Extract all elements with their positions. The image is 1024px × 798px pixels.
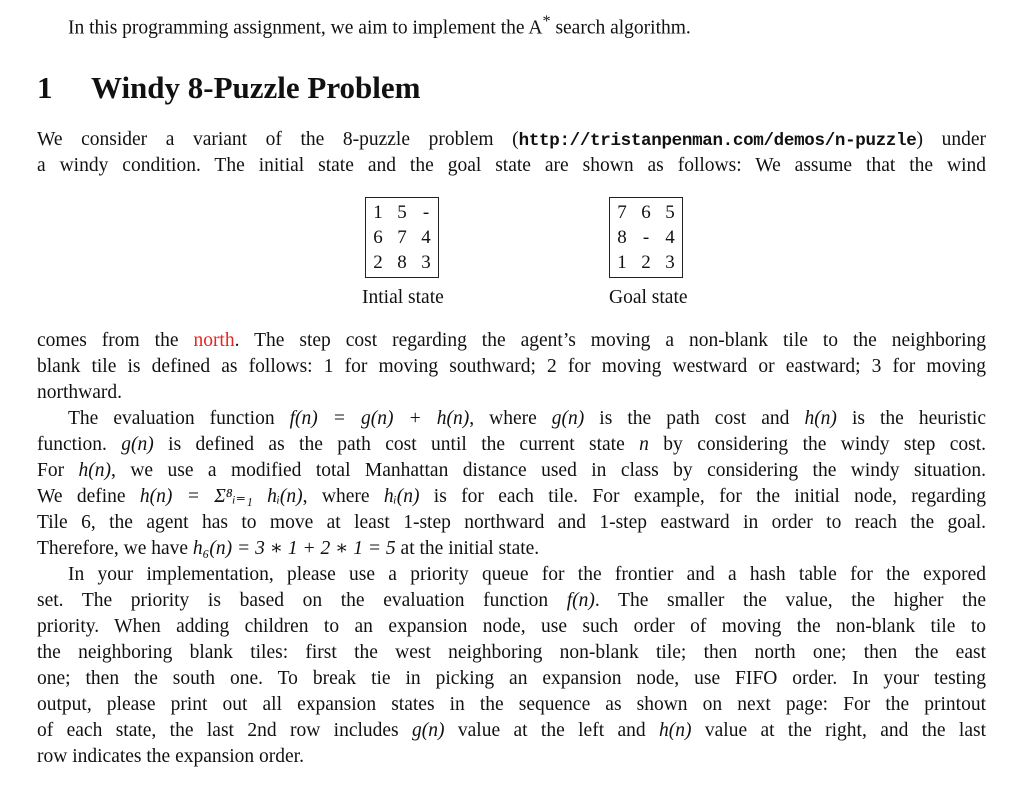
tile-3: 3 xyxy=(421,252,431,273)
para3-line5: Tile 6, the agent has to move at least 1-step northward and 1-step eastward in order to reach the goal. xyxy=(37,512,986,533)
grid-row xyxy=(610,250,683,278)
grid-row xyxy=(366,250,439,278)
intro-star: * xyxy=(542,12,551,30)
tile-7: 7 xyxy=(617,202,627,223)
tile-2: 2 xyxy=(373,252,383,273)
para4-line5: one; then the south one. To break tie in picking an expansion node, use FIFO order. In your testing xyxy=(37,668,986,689)
para4-line7: of each state, the last 2nd row includes g(n) value at the left and h(n) value at the right, and the last xyxy=(37,720,986,741)
para3-line3: For h(n), we use a modified total Manhattan distance used in class by considering the windy situation. xyxy=(37,460,986,481)
blank-tile: - xyxy=(642,227,650,248)
tile-2: 2 xyxy=(641,252,651,273)
tile-3: 3 xyxy=(665,252,675,273)
grid-row xyxy=(610,225,683,250)
tile-1: 1 xyxy=(617,252,627,273)
intro-text: In this programming assignment, we aim to implement the A xyxy=(68,17,543,39)
para4-line3: priority. When adding children to an expansion node, use such order of moving the non-blank tile to xyxy=(37,616,986,637)
tile-4: 4 xyxy=(421,227,431,248)
para3-line1: The evaluation function f(n) = g(n) + h(n), where g(n) is the path cost and h(n) is the heuristic xyxy=(68,408,986,429)
para2-line1: comes from the north. The step cost regarding the agent’s moving a non-blank tile to the neighboring xyxy=(37,330,986,351)
heuristic-sum-eq: h(n) = Σ⁸ᵢ₌₁ hᵢ(n) xyxy=(139,486,303,507)
intro-text-end: search algorithm. xyxy=(550,17,691,39)
section-heading xyxy=(37,68,421,108)
eval-function-eq: f(n) = g(n) + h(n) xyxy=(289,408,470,429)
goal-state-grid xyxy=(609,197,683,278)
tile-8: 8 xyxy=(397,252,407,273)
goal-state-caption: Goal state xyxy=(609,287,688,308)
para3-line4: We define h(n) = Σ⁸ᵢ₌₁ hᵢ(n), where hᵢ(n) is for each tile. For example, for the initial node, regarding xyxy=(37,486,986,507)
initial-state-caption: Intial state xyxy=(362,287,444,308)
tile-6: 6 xyxy=(373,227,383,248)
puzzle-url: http://tristanpenman.com/demos/n-puzzle xyxy=(518,131,917,151)
tile-1: 1 xyxy=(373,202,383,223)
para4-line2: set. The priority is based on the evaluation function f(n). The smaller the value, the higher the xyxy=(37,590,986,611)
tile-7: 7 xyxy=(397,227,407,248)
grid-row xyxy=(366,225,439,250)
tile-5: 5 xyxy=(397,202,407,223)
grid-row xyxy=(366,198,439,226)
para3-line6: Therefore, we have h₆(n) = 3 ∗ 1 + 2 ∗ 1 = 5 at the initial state. xyxy=(37,538,540,559)
section-title: Windy 8-Puzzle Problem xyxy=(91,70,421,105)
para1-line2: a windy condition. The initial state and the goal state are shown as follows: We assume that the wind xyxy=(37,155,986,176)
para4-line6: output, please print out all expansion states in the sequence as shown on next page: For the printout xyxy=(37,694,986,715)
para4-line4: the neighboring blank tiles: first the west neighboring non-blank tile; then north one; then the east xyxy=(37,642,986,663)
tile-4: 4 xyxy=(665,227,675,248)
grid-row xyxy=(610,198,683,226)
para4-line8: row indicates the expansion order. xyxy=(37,746,304,767)
tile6-heuristic-eq: h₆(n) = 3 ∗ 1 + 2 ∗ 1 = 5 xyxy=(192,538,396,559)
north-highlight: north xyxy=(193,330,235,351)
intro-line xyxy=(68,8,691,42)
initial-state-grid xyxy=(365,197,439,278)
tile-8: 8 xyxy=(617,227,627,248)
para1-line1: We consider a variant of the 8-puzzle problem (http://tristanpenman.com/demos/n-puzzle) under xyxy=(37,129,986,151)
tile-5: 5 xyxy=(665,202,675,223)
para2-line2: blank tile is defined as follows: 1 for moving southward; 2 for moving westward or eastward; 3 for moving xyxy=(37,356,986,377)
section-number: 1 xyxy=(37,70,53,105)
tile-6: 6 xyxy=(641,202,651,223)
para3-line2: function. g(n) is defined as the path cost until the current state n by considering the windy step cost. xyxy=(37,434,986,455)
para2-line3: northward. xyxy=(37,382,123,403)
para4-line1: In your implementation, please use a priority queue for the frontier and a hash table for the expored xyxy=(68,564,986,585)
blank-tile: - xyxy=(422,202,430,223)
